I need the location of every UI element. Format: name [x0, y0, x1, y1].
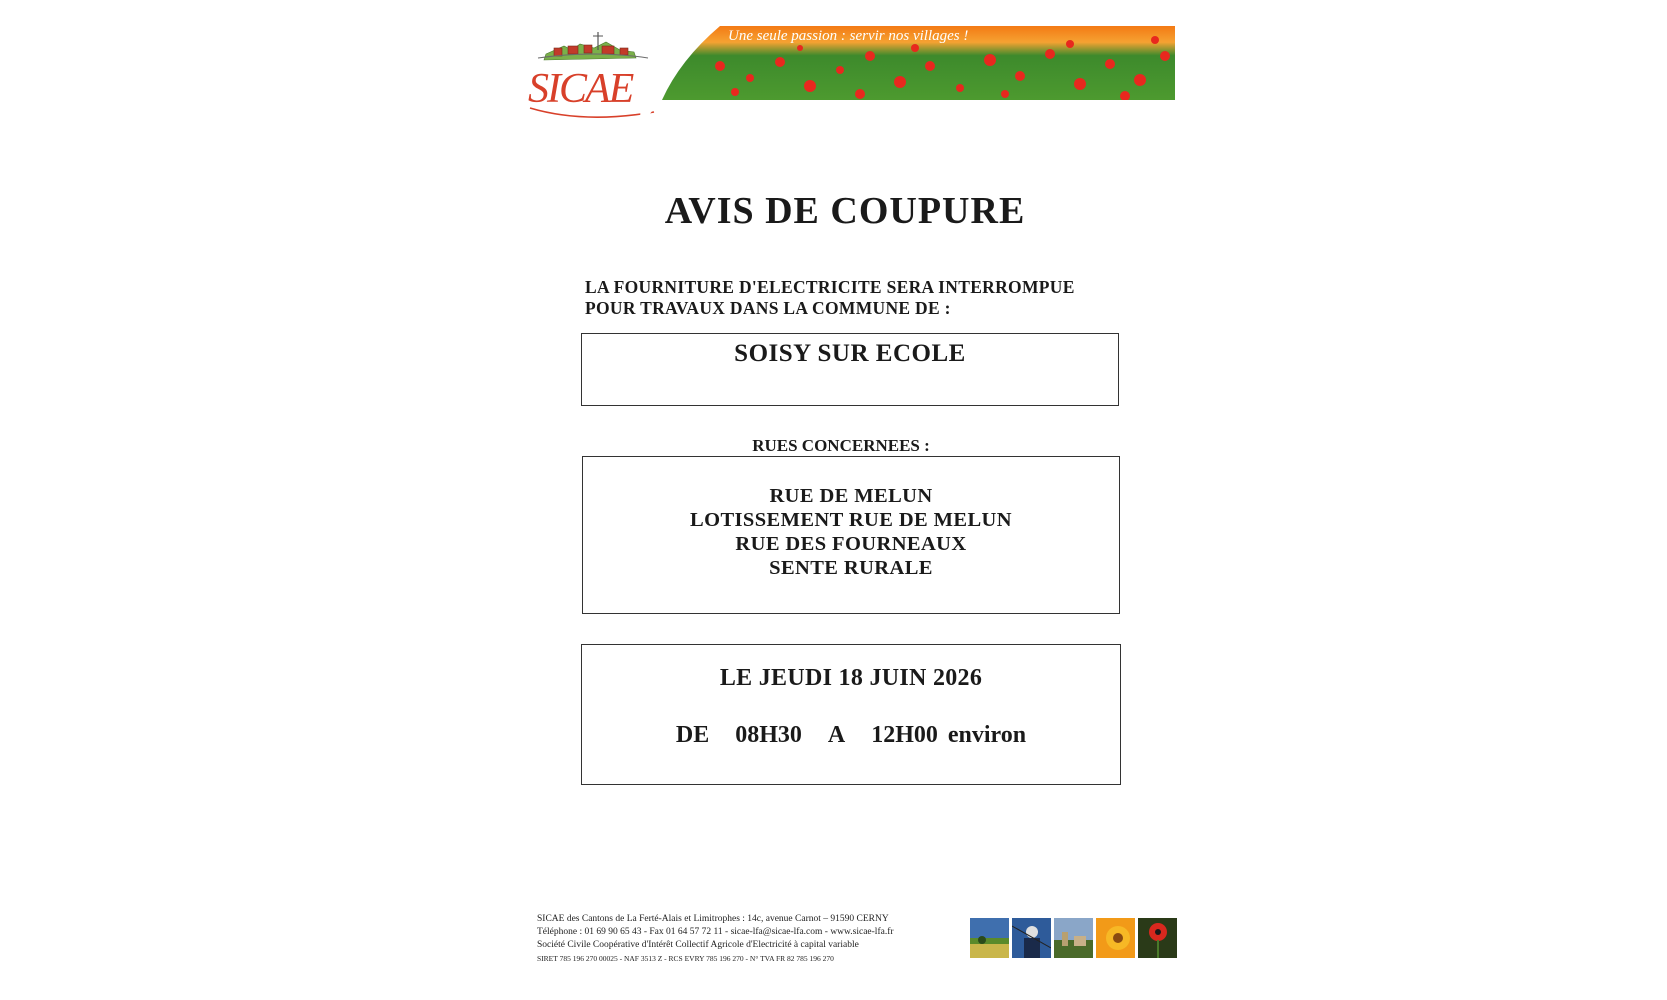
- intro-line-1: LA FOURNITURE D'ELECTRICITE SERA INTERROMPUE: [585, 277, 1075, 297]
- time-to: 12H00 environ: [871, 722, 1027, 748]
- footer-line-4: SIRET 785 196 270 00025 - NAF 3513 Z - RCS EVRY 785 196 270 - N° TVA FR 82 785 196 270: [537, 954, 834, 963]
- footer-line-2: Téléphone : 01 69 90 65 43 - Fax 01 64 57 72 11 - sicae-lfa@sicae-lfa.com - www.sicae-lfa.fr: [537, 927, 894, 937]
- footer-line-1: SICAE des Cantons de La Ferté-Alais et Limitrophes : 14c, avenue Carnot – 91590 CERNY: [537, 914, 889, 924]
- notice-title: AVIS DE COUPURE: [664, 190, 1026, 232]
- time-from-label: DE: [675, 722, 710, 748]
- streets-label: RUES CONCERNEES :: [752, 436, 930, 455]
- footer-line-3: Société Civile Coopérative d'Intérêt Collectif Agricole d'Electricité à capital variable: [537, 940, 859, 950]
- commune-box: [581, 333, 1119, 406]
- street-item: RUE DES FOURNEAUX: [735, 533, 967, 555]
- intro-line-2: POUR TRAVAUX DANS LA COMMUNE DE :: [585, 298, 951, 318]
- footer-photo-strip: [970, 918, 1177, 958]
- commune-name: SOISY SUR ECOLE: [734, 340, 966, 367]
- street-item: LOTISSEMENT RUE DE MELUN: [690, 509, 1012, 531]
- footer-address: [537, 913, 894, 965]
- svg-text:SICAE: SICAE: [528, 66, 633, 112]
- time-to-label: A: [827, 722, 846, 748]
- time-from: 08H30: [735, 722, 802, 748]
- banner-tagline: Une seule passion : servir nos villages !: [728, 28, 969, 44]
- schedule-box: [581, 644, 1121, 785]
- street-item: RUE DE MELUN: [769, 485, 933, 507]
- field-photo: [970, 918, 1009, 958]
- streets-box: [582, 456, 1120, 614]
- outage-time: [582, 722, 1120, 749]
- street-item: SENTE RURALE: [769, 557, 933, 579]
- street-list: [583, 484, 1119, 580]
- notice-intro: [585, 277, 1075, 319]
- sunflower-photo: [1096, 918, 1135, 958]
- banner-curve-decoration: [640, 20, 720, 125]
- village-photo: [1054, 918, 1093, 958]
- poppy-photo: [1138, 918, 1177, 958]
- worker-photo: [1012, 918, 1051, 958]
- outage-date: LE JEUDI 18 JUIN 2026: [719, 665, 983, 691]
